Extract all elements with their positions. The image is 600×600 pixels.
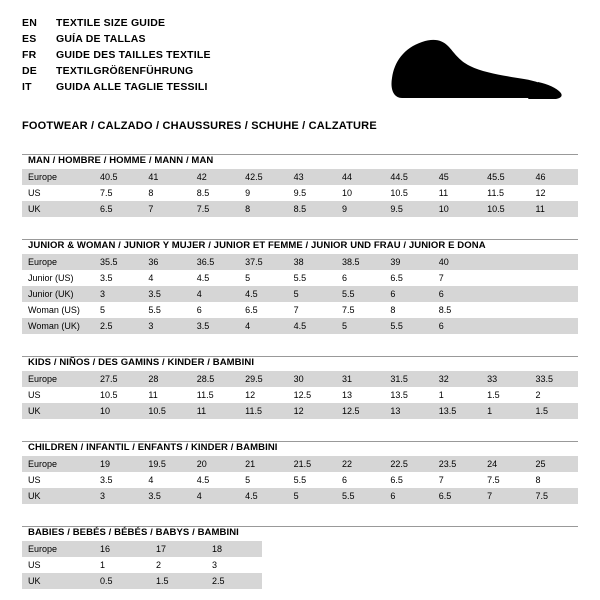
cell: 1.5 (150, 573, 206, 589)
group-title: BABIES / BEBÉS / BÉBÉS / BABYS / BAMBINI (28, 527, 239, 538)
cell: 8 (142, 185, 190, 201)
table-row (22, 302, 578, 318)
language-text: GUIDA ALLE TAGLIE TESSILI (56, 81, 208, 93)
row-label: Europe (22, 169, 94, 185)
table-row (22, 318, 578, 334)
cell: 6.5 (94, 201, 142, 217)
cell: 44.5 (384, 169, 432, 185)
cell: 29.5 (239, 371, 287, 387)
table-row (22, 387, 578, 403)
language-row (22, 80, 211, 96)
cell: 13.5 (384, 387, 432, 403)
cell: 42.5 (239, 169, 287, 185)
cell: 5 (94, 302, 142, 318)
row-label: UK (22, 573, 94, 589)
size-table (22, 254, 578, 334)
cell: 2 (150, 557, 206, 573)
cell (530, 270, 578, 286)
cell: 5 (288, 488, 336, 504)
cell: 21 (239, 456, 287, 472)
size-group-babies (22, 526, 578, 589)
table-row (22, 286, 578, 302)
cell: 0.5 (94, 573, 150, 589)
cell: 28.5 (191, 371, 239, 387)
cell: 6.5 (384, 270, 432, 286)
cell: 28 (142, 371, 190, 387)
row-label: Europe (22, 254, 94, 270)
cell (481, 302, 529, 318)
cell: 12 (530, 185, 578, 201)
cell: 9.5 (384, 201, 432, 217)
cell (530, 302, 578, 318)
cell: 10.5 (142, 403, 190, 419)
cell: 12 (288, 403, 336, 419)
cell: 7 (288, 302, 336, 318)
cell: 37.5 (239, 254, 287, 270)
cell: 31 (336, 371, 384, 387)
group-title: JUNIOR & WOMAN / JUNIOR Y MUJER / JUNIOR ET FEMME / JUNIOR UND FRAU / JUNIOR E DONA (28, 240, 486, 251)
row-label: Woman (UK) (22, 318, 94, 334)
cell: 4 (142, 270, 190, 286)
row-label: Europe (22, 456, 94, 472)
cell: 9 (336, 201, 384, 217)
cell: 11.5 (481, 185, 529, 201)
cell: 12 (239, 387, 287, 403)
table-row (22, 371, 578, 387)
cell: 13 (384, 403, 432, 419)
cell: 8 (384, 302, 432, 318)
cell: 12.5 (336, 403, 384, 419)
cell: 2.5 (206, 573, 262, 589)
cell: 7.5 (94, 185, 142, 201)
cell: 11 (433, 185, 481, 201)
cell: 1.5 (481, 387, 529, 403)
cell: 5.5 (384, 318, 432, 334)
row-label: UK (22, 488, 94, 504)
cell: 4.5 (191, 472, 239, 488)
cell: 1.5 (530, 403, 578, 419)
cell (530, 318, 578, 334)
row-label: Junior (UK) (22, 286, 94, 302)
cell: 6 (384, 286, 432, 302)
cell: 19 (94, 456, 142, 472)
cell: 1 (433, 387, 481, 403)
size-group-children (22, 441, 578, 504)
row-label: US (22, 557, 94, 573)
cell: 4.5 (239, 488, 287, 504)
group-title: CHILDREN / INFANTIL / ENFANTS / KINDER / BAMBINI (28, 442, 278, 453)
language-row (22, 32, 211, 48)
cell: 8 (530, 472, 578, 488)
size-group-man (22, 154, 578, 217)
cell: 16 (94, 541, 150, 557)
cell: 11 (142, 387, 190, 403)
cell: 36 (142, 254, 190, 270)
cell: 13 (336, 387, 384, 403)
cell (481, 254, 529, 270)
cell: 3 (206, 557, 262, 573)
cell: 42 (191, 169, 239, 185)
cell: 31.5 (384, 371, 432, 387)
cell: 3 (94, 286, 142, 302)
table-row (22, 541, 262, 557)
cell: 45.5 (481, 169, 529, 185)
language-text: GUÍA DE TALLAS (56, 33, 146, 45)
cell: 24 (481, 456, 529, 472)
cell: 7.5 (191, 201, 239, 217)
cell: 11.5 (191, 387, 239, 403)
table-row (22, 472, 578, 488)
table-row (22, 573, 262, 589)
cell: 11 (530, 201, 578, 217)
dress-shoe-icon (378, 32, 568, 104)
cell: 10.5 (94, 387, 142, 403)
cell: 3.5 (142, 286, 190, 302)
cell: 22 (336, 456, 384, 472)
table-row (22, 270, 578, 286)
cell: 32 (433, 371, 481, 387)
cell: 10.5 (481, 201, 529, 217)
row-label: Europe (22, 371, 94, 387)
cell: 7 (433, 270, 481, 286)
cell: 7 (481, 488, 529, 504)
size-group-junior-woman (22, 239, 578, 334)
cell: 33.5 (530, 371, 578, 387)
cell: 5 (336, 318, 384, 334)
language-code: IT (22, 81, 32, 93)
cell: 6.5 (433, 488, 481, 504)
cell: 6 (191, 302, 239, 318)
cell: 43 (288, 169, 336, 185)
cell: 3.5 (94, 270, 142, 286)
cell: 36.5 (191, 254, 239, 270)
cell: 10 (433, 201, 481, 217)
header (22, 16, 578, 106)
cell: 6 (336, 270, 384, 286)
row-label: Junior (US) (22, 270, 94, 286)
cell: 23.5 (433, 456, 481, 472)
language-text: TEXTILE SIZE GUIDE (56, 17, 166, 29)
cell: 3.5 (142, 488, 190, 504)
cell: 4 (191, 286, 239, 302)
cell: 11.5 (239, 403, 287, 419)
table-row (22, 488, 578, 504)
cell: 45 (433, 169, 481, 185)
cell: 3 (94, 488, 142, 504)
row-label: US (22, 472, 94, 488)
cell: 1 (481, 403, 529, 419)
cell: 6.5 (239, 302, 287, 318)
size-group-kids (22, 356, 578, 419)
cell: 38 (288, 254, 336, 270)
cell: 44 (336, 169, 384, 185)
cell: 8.5 (191, 185, 239, 201)
cell: 4.5 (191, 270, 239, 286)
cell: 12.5 (288, 387, 336, 403)
table-row (22, 185, 578, 201)
cell: 6 (433, 286, 481, 302)
cell: 38.5 (336, 254, 384, 270)
cell: 11 (191, 403, 239, 419)
group-title: KIDS / NIÑOS / DES GAMINS / KINDER / BAMBINI (28, 357, 255, 368)
cell: 5 (288, 286, 336, 302)
cell: 4.5 (288, 318, 336, 334)
cell: 3.5 (94, 472, 142, 488)
size-table (22, 169, 578, 217)
cell: 21.5 (288, 456, 336, 472)
cell: 8 (239, 201, 287, 217)
cell: 5 (239, 270, 287, 286)
cell: 25 (530, 456, 578, 472)
cell: 20 (191, 456, 239, 472)
cell: 35.5 (94, 254, 142, 270)
cell: 6 (384, 488, 432, 504)
cell: 40.5 (94, 169, 142, 185)
cell: 13.5 (433, 403, 481, 419)
cell: 10 (336, 185, 384, 201)
cell: 8.5 (288, 201, 336, 217)
cell: 5.5 (288, 270, 336, 286)
language-code: EN (22, 17, 37, 29)
cell: 9.5 (288, 185, 336, 201)
row-label: Europe (22, 541, 94, 557)
cell: 27.5 (94, 371, 142, 387)
cell (481, 286, 529, 302)
cell: 2 (530, 387, 578, 403)
table-row (22, 169, 578, 185)
cell: 39 (384, 254, 432, 270)
language-code: FR (22, 49, 37, 61)
cell: 41 (142, 169, 190, 185)
cell: 4 (142, 472, 190, 488)
language-code: ES (22, 33, 37, 45)
language-code: DE (22, 65, 37, 77)
language-list (22, 16, 211, 96)
cell: 40 (433, 254, 481, 270)
cell: 19.5 (142, 456, 190, 472)
language-row (22, 64, 211, 80)
cell: 7.5 (530, 488, 578, 504)
cell: 1 (94, 557, 150, 573)
row-label: UK (22, 403, 94, 419)
table-row (22, 403, 578, 419)
size-table (22, 371, 578, 419)
row-label: UK (22, 201, 94, 217)
cell: 4.5 (239, 286, 287, 302)
language-text: TEXTILGRÖßENFÜHRUNG (56, 65, 194, 77)
row-label: US (22, 387, 94, 403)
cell: 33 (481, 371, 529, 387)
language-row (22, 48, 211, 64)
cell: 4 (191, 488, 239, 504)
group-title: MAN / HOMBRE / HOMME / MANN / MAN (28, 155, 214, 166)
cell: 18 (206, 541, 262, 557)
cell: 10 (94, 403, 142, 419)
cell: 3 (142, 318, 190, 334)
language-row (22, 16, 211, 32)
cell: 9 (239, 185, 287, 201)
size-table (22, 456, 578, 504)
cell: 46 (530, 169, 578, 185)
cell (530, 254, 578, 270)
cell: 17 (150, 541, 206, 557)
cell: 7.5 (481, 472, 529, 488)
section-title: FOOTWEAR / CALZADO / CHAUSSURES / SCHUHE / CALZATURE (22, 120, 377, 132)
cell: 7 (142, 201, 190, 217)
cell: 6 (336, 472, 384, 488)
table-row (22, 254, 578, 270)
size-table (22, 541, 262, 589)
cell: 5 (239, 472, 287, 488)
cell: 7.5 (336, 302, 384, 318)
table-row (22, 456, 578, 472)
cell: 5.5 (336, 488, 384, 504)
cell: 5.5 (288, 472, 336, 488)
table-row (22, 201, 578, 217)
cell: 4 (239, 318, 287, 334)
cell: 22.5 (384, 456, 432, 472)
table-row (22, 557, 262, 573)
cell: 5.5 (142, 302, 190, 318)
cell: 2.5 (94, 318, 142, 334)
cell: 5.5 (336, 286, 384, 302)
language-text: GUIDE DES TAILLES TEXTILE (56, 49, 211, 61)
cell: 7 (433, 472, 481, 488)
row-label: US (22, 185, 94, 201)
cell: 6.5 (384, 472, 432, 488)
cell: 10.5 (384, 185, 432, 201)
cell: 3.5 (191, 318, 239, 334)
cell (481, 270, 529, 286)
row-label: Woman (US) (22, 302, 94, 318)
cell (481, 318, 529, 334)
cell: 30 (288, 371, 336, 387)
cell: 6 (433, 318, 481, 334)
cell (530, 286, 578, 302)
cell: 8.5 (433, 302, 481, 318)
